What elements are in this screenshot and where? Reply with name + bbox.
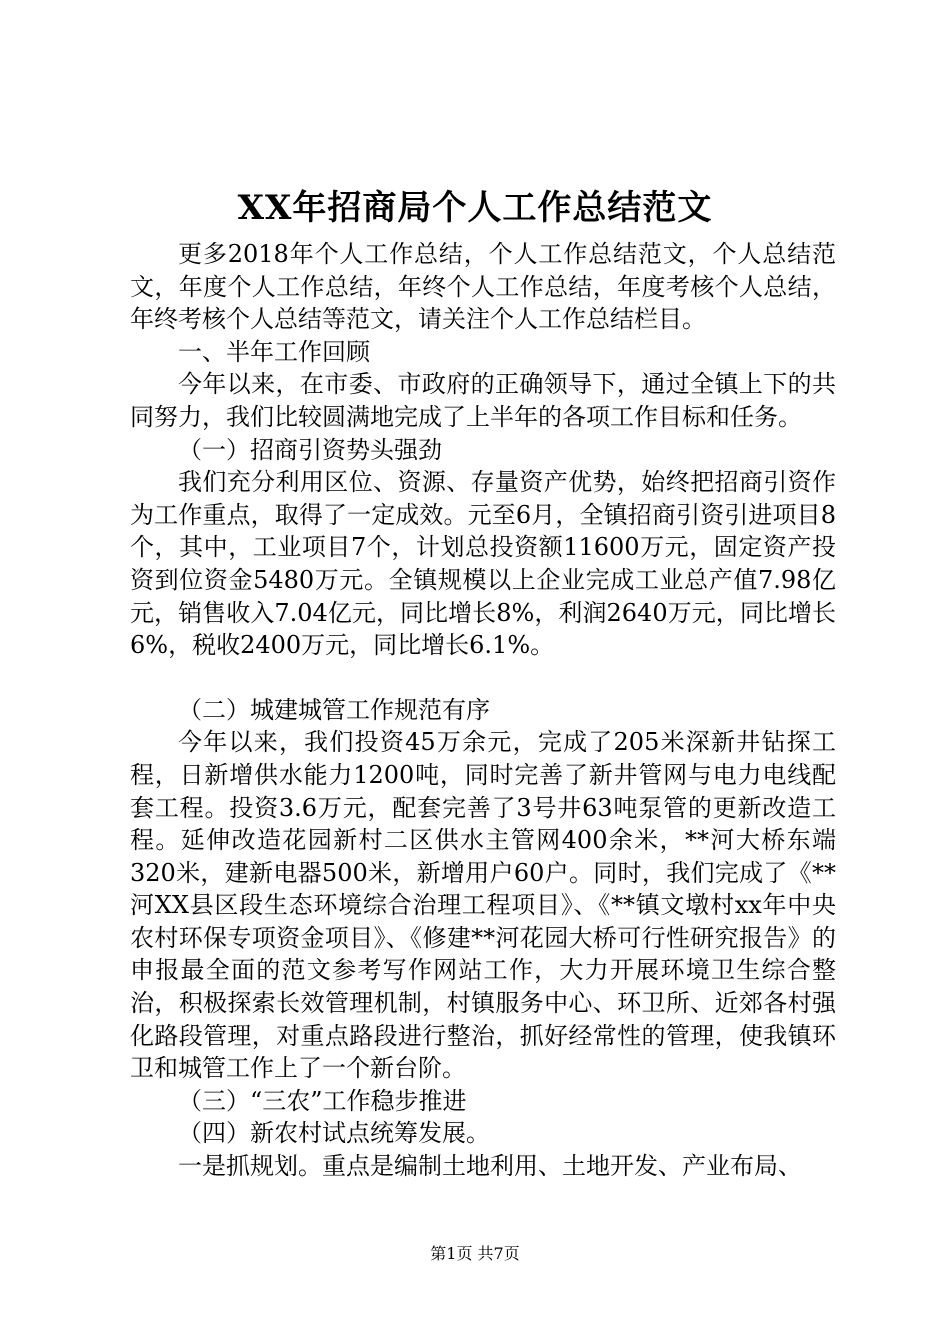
- subsection-heading-investment: （一）招商引资势头强劲: [178, 435, 442, 464]
- subsection-heading-urban: （二）城建城管工作规范有序: [178, 695, 490, 724]
- review-paragraph: 今年以来，在市委、市政府的正确领导下，通过全镇上下的共同努力，我们比较圆满地完成了上半年的各项工作目标和任务。: [130, 370, 836, 431]
- section-heading-review: 一、半年工作回顾: [178, 337, 370, 366]
- planning-paragraph: 一是抓规划。重点是编制土地利用、土地开发、产业布局、: [178, 1152, 802, 1181]
- document-title: XX年招商局个人工作总结范文: [237, 188, 713, 228]
- intro-paragraph: 更多2018年个人工作总结，个人工作总结范文，个人总结范文，年度个人工作总结，年终个人工作总结，年度考核个人总结，年终考核个人总结等范文，请关注个人工作总结栏目。: [130, 240, 836, 334]
- investment-paragraph: 我们充分利用区位、资源、存量资产优势，始终把招商引资作为工作重点，取得了一定成效。元至6月，全镇招商引资引进项目8个，其中，工业项目7个，计划总投资额11600万元，固定资产投资到位资金5480万元。全镇规模以上企业完成工业总产值7.98亿元，销售收入7.04亿元，同比增长8%，利润2640万元，同比增长6%，税收2400万元，同比增长6.1%。: [130, 468, 836, 660]
- subsection-heading-new-village: （四）新农村试点统筹发展。: [178, 1119, 490, 1148]
- urban-paragraph: 今年以来，我们投资45万余元，完成了205米深新井钻探工程，日新增供水能力1200吨，同时完善了新井管网与电力电线配套工程。投资3.6万元，配套完善了3号井63吨泵管的更新改造工程。延伸改造花园新村二区供水主管网400余米，**河大桥东端320米，建新电器500米，新增用户60户。同时，我们完成了《**河XX县区段生态环境综合治理工程项目》、《**镇文墩村xx年中央农村环保专项资金项目》、《修建**河花园大桥可行性研究报告》的申报最全面的范文参考写作网站工作，大力开展环境卫生综合整治，积极探索长效管理机制，村镇服务中心、环卫所、近郊各村强化路段管理，对重点路段进行整治，抓好经常性的管理，使我镇环卫和城管工作上了一个新台阶。: [130, 728, 836, 1083]
- subsection-heading-agriculture: （三）“三农”工作稳步推进: [178, 1086, 467, 1115]
- page-footer: 第1页 共7页: [430, 1244, 520, 1263]
- document-body: [130, 238, 836, 1183]
